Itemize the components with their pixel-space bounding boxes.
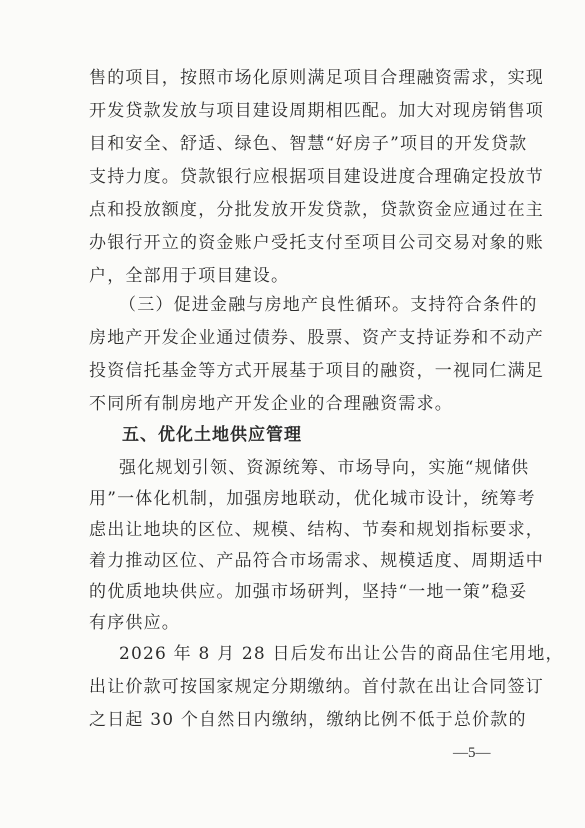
paragraph-3-line-6: 有序供应。 bbox=[89, 613, 180, 633]
paragraph-3-line-3: 虑出让地块的区位、规模、结构、节奏和规划指标要求， bbox=[89, 520, 544, 540]
paragraph-1-line-6: 办银行开立的资金账户受托支付至项目公司交易对象的账 bbox=[89, 233, 544, 253]
section-heading: 五、优化土地供应管理 bbox=[122, 425, 302, 445]
paragraph-4-line-3: 之日起 30 个自然日内缴纳，缴纳比例不低于总价款的 bbox=[89, 710, 527, 730]
paragraph-1-line-5: 点和投放额度，分批发放开发贷款，贷款资金应通过在主 bbox=[89, 200, 544, 220]
paragraph-2-line-2: 房地产开发企业通过债券、股票、资产支持证券和不动产 bbox=[89, 328, 544, 348]
paragraph-1-line-3: 目和安全、舒适、绿色、智慧“好房子”项目的开发贷款 bbox=[89, 134, 528, 154]
paragraph-4-line-1: 2026 年 8 月 28 日后发布出让公告的商品住宅用地， bbox=[119, 644, 564, 664]
paragraph-2-line-4: 不同所有制房地产开发企业的合理融资需求。 bbox=[89, 394, 453, 414]
paragraph-3-line-4: 着力推动区位、产品符合市场需求、规模适度、周期适中 bbox=[89, 551, 544, 571]
paragraph-4-line-2: 出让价款可按国家规定分期缴纳。首付款在出让合同签订 bbox=[89, 677, 544, 697]
paragraph-3-line-2: 用”一体化机制，加强房地联动，优化城市设计，统筹考 bbox=[89, 489, 536, 509]
paragraph-2-line-3: 投资信托基金等方式开展基于项目的融资，一视同仁满足 bbox=[89, 361, 544, 381]
paragraph-3-line-1: 强化规划引领、资源统筹、市场导向，实施“规储供 bbox=[119, 458, 530, 478]
paragraph-2-line-1: （三）促进金融与房地产良性循环。支持符合条件的 bbox=[119, 295, 538, 315]
paragraph-1-line-1: 售的项目，按照市场化原则满足项目合理融资需求，实现 bbox=[89, 68, 544, 88]
paragraph-3-line-5: 的优质地块供应。加强市场研判，坚持“一地一策”稳妥 bbox=[89, 582, 528, 602]
paragraph-1-line-2: 开发贷款发放与项目建设周期相匹配。加大对现房销售项 bbox=[89, 101, 544, 121]
paragraph-1-line-4: 支持力度。贷款银行应根据项目建设进度合理确定投放节 bbox=[89, 167, 544, 187]
page-number: —5— bbox=[453, 745, 491, 761]
paragraph-1-line-7: 户，全部用于项目建设。 bbox=[89, 266, 290, 286]
